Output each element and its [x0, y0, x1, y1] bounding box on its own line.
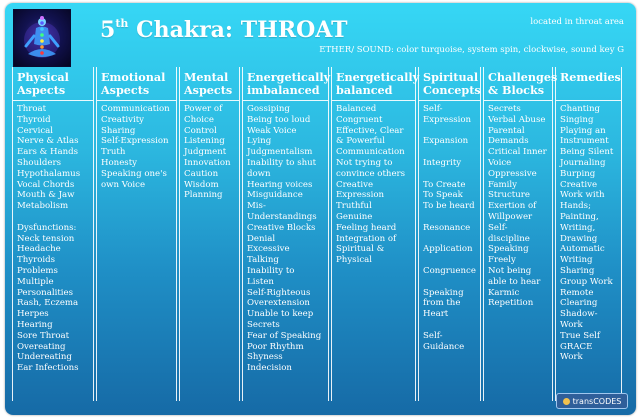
- brand-dot-icon: [563, 398, 570, 405]
- column-heading: Energetically balanced: [332, 67, 415, 101]
- column-heading: Remedies: [556, 67, 621, 101]
- column-body: Power of Choice Control Listening Judgment Innovation Caution Wisdom Planning: [184, 104, 231, 201]
- brand-logo: [556, 393, 628, 409]
- column-body: Balanced Congruent Effective, Clear & Powerful Communication Not trying to convince others Creative Expression Truthful Genuine Feeling heard Integration of Spiritual & Physical: [336, 104, 406, 266]
- title-ordinal: th: [115, 16, 129, 30]
- column-physical: [12, 67, 94, 401]
- column-remedies: [555, 67, 622, 401]
- aspects-table: [12, 67, 634, 412]
- column-heading: Mental Aspects: [180, 67, 239, 101]
- column-heading: Challenges & Blocks: [484, 67, 552, 101]
- column-mental: [179, 67, 240, 401]
- column-spiritual: [418, 67, 481, 401]
- location-note: located in throat area: [530, 17, 624, 27]
- column-body: Communication Creativity Sharing Self-Expression Truth Honesty Speaking one's own Voice: [101, 104, 170, 190]
- title-main: Chakra: THROAT: [128, 17, 348, 43]
- brand-label: transCODES: [572, 396, 622, 406]
- column-imbalanced: [242, 67, 329, 401]
- chakra-card: [5, 3, 636, 415]
- column-body: Gossiping Being too loud Weak Voice Lying Judgmentalism Inability to shut down Hearing voices Misguidance Mis- Understandings Creative Blocks Denial Excessive Talking Inability to Listen Self-Righteous Overextension Unable to keep Secrets Fear of Speaking Poor Rhythm Shyness Indecision: [247, 104, 322, 374]
- page-title: [100, 17, 348, 43]
- column-body: Throat Thyroid Cervical Nerve & Atlas Ears & Hands Shoulders Hypothalamus Vocal Chords Mouth & Jaw Metabolism Dysfunctions: Neck tension Headache Thyroids Problems Multiple Personalities Rash, Eczema Herpes Hearing Sore Throat Overeating Undereating Ear Infections: [17, 104, 81, 374]
- column-heading: Physical Aspects: [13, 67, 93, 101]
- column-balanced: [331, 67, 420, 401]
- column-heading: Emotional Aspects: [97, 67, 176, 101]
- column-heading: Energetically imbalanced: [243, 67, 328, 101]
- column-body: Self- Expression Expansion Integrity To Create To Speak To be heard Resonance Application Congruence Speaking from the Heart Self- Guidance: [423, 104, 476, 352]
- meditation-figure-icon: [13, 9, 71, 67]
- column-heading: Spiritual Concepts: [419, 67, 480, 101]
- column-emotional: [96, 67, 177, 401]
- column-challenges: [483, 67, 558, 401]
- column-body: Chanting Singing Playing an Instrument Being Silent Journaling Burping Creative Work with Hands; Painting, Writing, Drawing Automatic Writing Sharing Group Work Remote Clearing Shadow- Work True Self GRACE Work: [560, 104, 614, 363]
- column-body: Secrets Verbal Abuse Parental Demands Critical Inner Voice Oppressive Family Structure Exertion of Willpower Self- discipline Speaking Freely Not being able to hear Karmic Repetition: [488, 104, 547, 309]
- title-number: 5: [100, 17, 116, 43]
- sound-note: ETHER/ SOUND: color turquoise, system spin, clockwise, sound key G: [319, 45, 624, 55]
